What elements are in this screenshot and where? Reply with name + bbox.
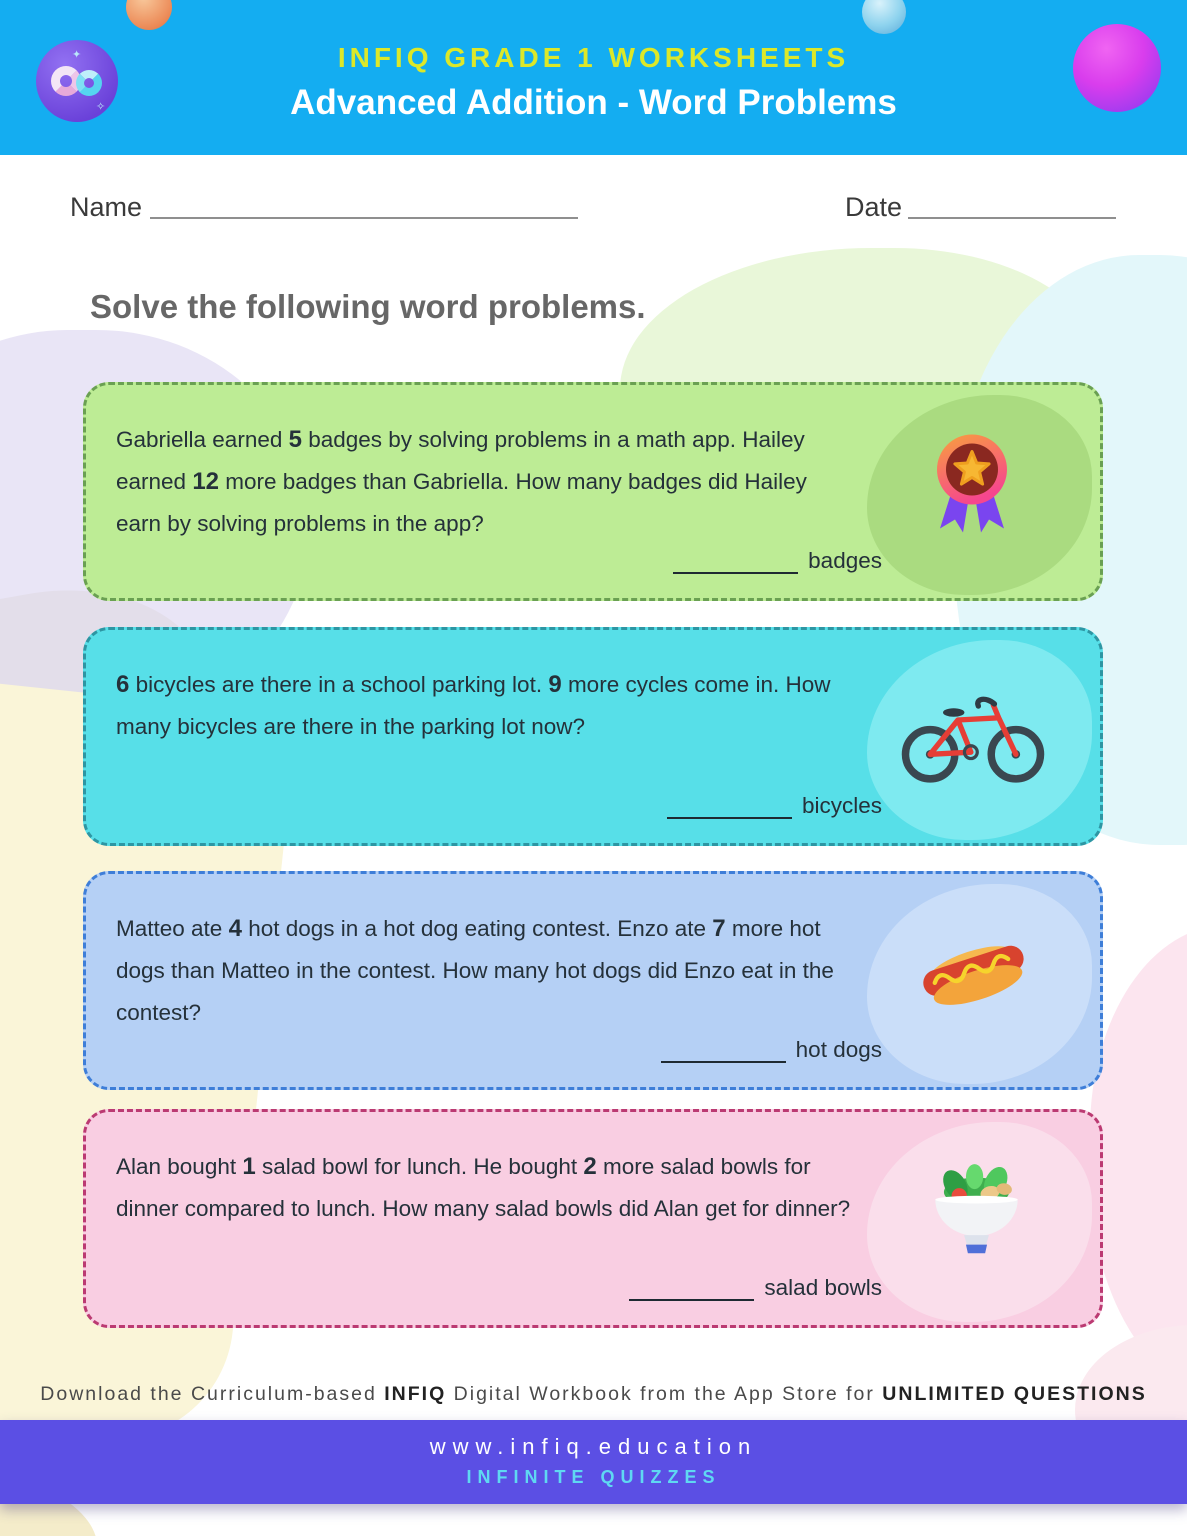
instruction-heading: Solve the following word problems. <box>90 288 646 325</box>
date-label: Date <box>845 192 903 222</box>
brand-line: INFIQ GRADE 1 WORKSHEETS <box>337 42 850 73</box>
medal-badge-icon <box>912 420 1032 545</box>
name-line <box>150 217 578 219</box>
download-info-line: Download the Curriculum-based INFIQ Digital Workbook from the App Store for UNLIMITED QUESTIONS <box>40 1383 1147 1405</box>
header-banner <box>0 0 1187 155</box>
tagline: INFINITE QUIZZES <box>466 1467 721 1487</box>
answer-unit: salad bowls <box>764 1275 882 1300</box>
website-url: www.infiq.education <box>429 1434 758 1459</box>
problem-text: Matteo ate 4 hot dogs in a hot dog eating contest. Enzo ate 7 more hot dogs than Matteo in the contest. How many hot dogs did Enzo eat in the contest? <box>116 915 834 1025</box>
problem-card-3 <box>83 871 1103 1090</box>
answer-row <box>629 1275 882 1301</box>
answer-blank <box>661 1039 786 1063</box>
decor-ball-orange <box>126 0 172 30</box>
logo-sparkle: ✧ <box>96 101 106 113</box>
hot-dog-icon <box>907 914 1042 1034</box>
answer-blank <box>667 795 792 819</box>
answer-blank <box>629 1277 754 1301</box>
problem-card-4 <box>83 1109 1103 1328</box>
page-title: Advanced Addition - Word Problems <box>290 83 897 122</box>
problem-text: Gabriella earned 5 badges by solving problems in a math app. Hailey earned 12 more badges than Gabriella. How many badges did Hailey earn by solving problems in the app? <box>116 426 807 536</box>
problem-text: 6 bicycles are there in a school parking lot. 9 more cycles come in. How many bicycles are there in the parking lot now? <box>116 671 831 739</box>
problem-card-2 <box>83 627 1103 846</box>
salad-bowl-icon <box>919 1154 1034 1274</box>
answer-row <box>661 1037 882 1063</box>
answer-unit: hot dogs <box>795 1037 882 1062</box>
answer-blank <box>673 550 798 574</box>
problem-text: Alan bought 1 salad bowl for lunch. He bought 2 more salad bowls for dinner compared to lunch. How many salad bowls did Alan get for dinner? <box>116 1153 851 1221</box>
decor-ball-cyan <box>862 0 906 34</box>
problem-card-1 <box>83 382 1103 601</box>
answer-unit: badges <box>808 548 882 573</box>
date-line <box>908 217 1116 219</box>
answer-unit: bicycles <box>801 793 882 818</box>
answer-row <box>673 548 882 574</box>
bicycle-icon <box>898 680 1048 790</box>
name-label: Name <box>70 192 143 222</box>
answer-row <box>667 793 882 819</box>
footer-band <box>0 1420 1187 1504</box>
logo-sparkle: ✦ <box>72 49 82 61</box>
